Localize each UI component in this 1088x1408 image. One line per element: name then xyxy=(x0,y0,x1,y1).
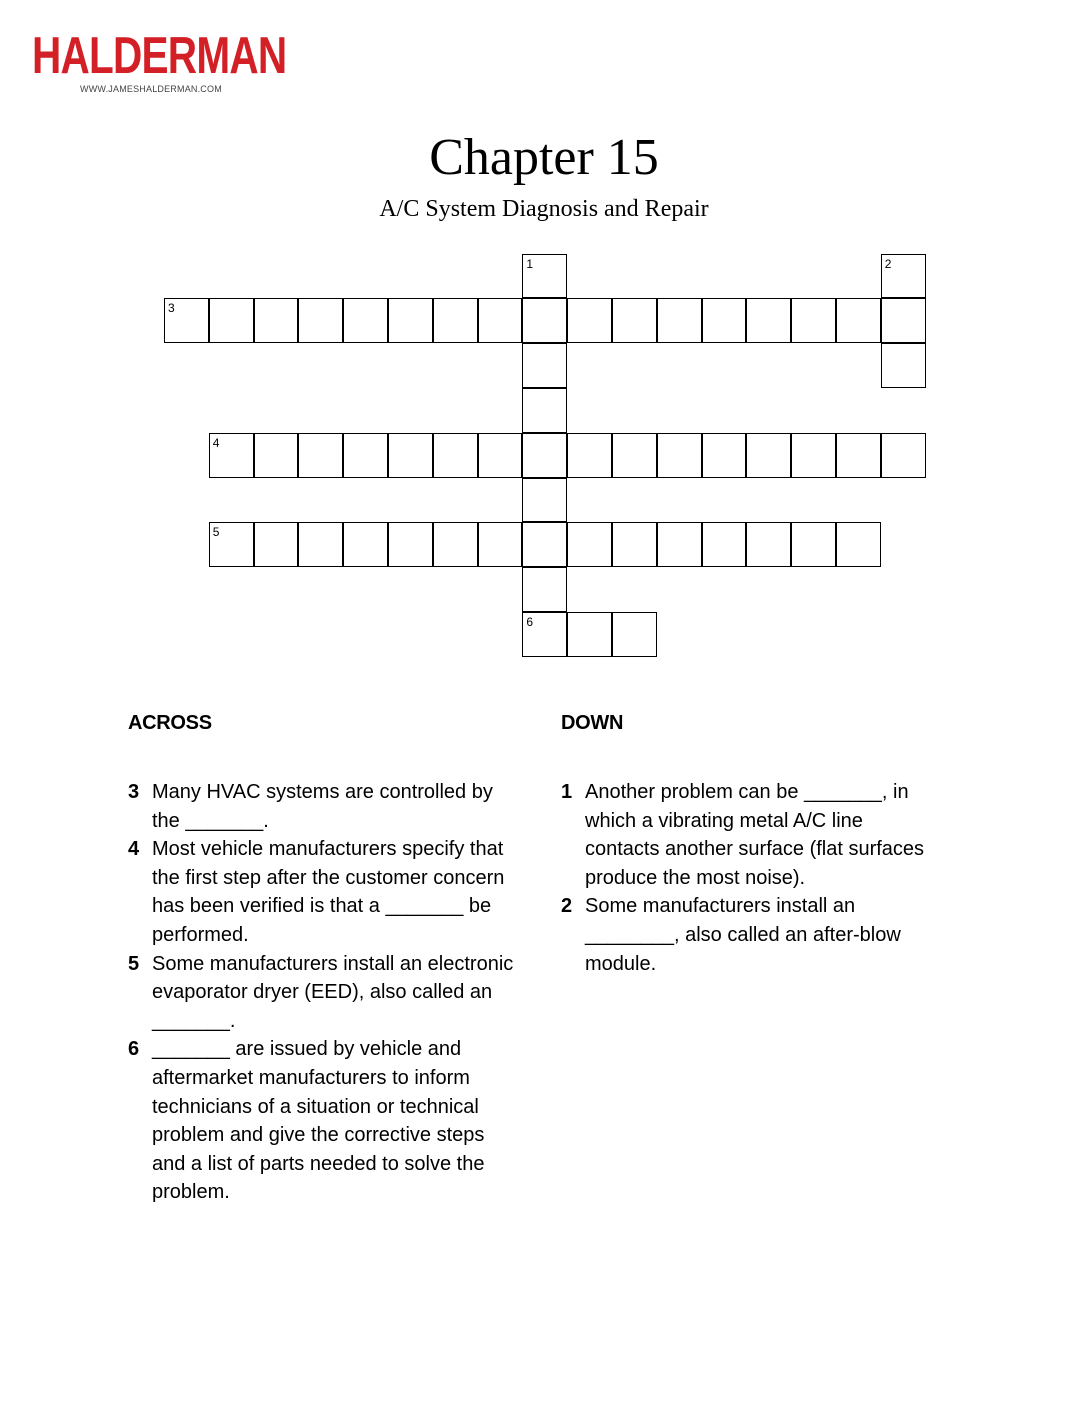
crossword-cell[interactable] xyxy=(612,298,657,343)
crossword-cell[interactable] xyxy=(881,298,926,343)
crossword-cell[interactable] xyxy=(791,433,836,478)
down-clue-list xyxy=(561,778,941,978)
clue-text: Another problem can be _______, in which a vibrating metal A/C line contacts another surface (flat surfaces produce the most noise). xyxy=(585,781,925,889)
crossword-cell[interactable] xyxy=(522,298,567,343)
crossword-cell[interactable] xyxy=(746,522,791,567)
crossword-cell[interactable] xyxy=(388,433,433,478)
crossword-cell[interactable] xyxy=(567,433,612,478)
across-clues-section xyxy=(128,710,518,1207)
crossword-cell[interactable] xyxy=(567,298,612,343)
across-clue xyxy=(128,835,518,949)
crossword-cell[interactable] xyxy=(657,433,702,478)
crossword-cell[interactable] xyxy=(254,433,299,478)
crossword-cell[interactable] xyxy=(522,254,567,299)
cell-number: 4 xyxy=(212,435,220,450)
cell-number: 2 xyxy=(884,256,892,271)
halderman-logo xyxy=(32,27,287,94)
crossword-cell[interactable] xyxy=(478,522,523,567)
crossword-cell[interactable] xyxy=(702,298,747,343)
crossword-cell[interactable] xyxy=(478,298,523,343)
crossword-cell[interactable] xyxy=(522,567,567,612)
crossword-cell[interactable] xyxy=(746,433,791,478)
crossword-cell[interactable] xyxy=(791,522,836,567)
down-clues-section xyxy=(561,710,941,978)
crossword-cell[interactable] xyxy=(567,522,612,567)
crossword-cell[interactable] xyxy=(522,612,567,657)
crossword-cell[interactable] xyxy=(522,388,567,433)
cell-number: 6 xyxy=(526,615,534,629)
crossword-cell[interactable] xyxy=(612,433,657,478)
across-clue xyxy=(128,778,518,835)
website-url: WWW.JAMESHALDERMAN.COM xyxy=(80,84,222,94)
down-clue xyxy=(561,778,941,892)
crossword-cell[interactable] xyxy=(836,433,881,478)
clue-text: Most vehicle manufacturers specify that the first step after the customer concern has been verified is that a _______ be performed. xyxy=(152,838,505,946)
down-heading: DOWN xyxy=(561,712,624,734)
clue-text: Some manufacturers install an electronic evaporator dryer (EED), also called an _______. xyxy=(152,952,514,1032)
crossword-cell[interactable] xyxy=(164,298,209,343)
clue-text: Some manufacturers install an ________, also called an after-blow module. xyxy=(585,895,901,975)
down-clue xyxy=(561,892,941,978)
crossword-cell[interactable] xyxy=(881,343,926,388)
crossword-cell[interactable] xyxy=(209,433,254,478)
across-clue-list xyxy=(128,778,518,1207)
clue-number: 4 xyxy=(128,838,140,861)
crossword-cell[interactable] xyxy=(791,298,836,343)
crossword-cell[interactable] xyxy=(343,522,388,567)
clue-number: 2 xyxy=(561,895,573,918)
page-subtitle: A/C System Diagnosis and Repair xyxy=(379,196,709,222)
crossword-cell[interactable] xyxy=(433,522,478,567)
crossword-cell[interactable] xyxy=(209,522,254,567)
crossword-cell[interactable] xyxy=(298,433,343,478)
crossword-cell[interactable] xyxy=(522,343,567,388)
crossword-cell[interactable] xyxy=(836,522,881,567)
crossword-cell[interactable] xyxy=(702,522,747,567)
clue-number: 5 xyxy=(128,952,140,975)
crossword-cell[interactable] xyxy=(657,298,702,343)
page-title: Chapter 15 xyxy=(429,129,659,186)
crossword-cell[interactable] xyxy=(612,612,657,657)
crossword-cell[interactable] xyxy=(209,298,254,343)
clue-text: Many HVAC systems are controlled by the _______. xyxy=(152,781,493,832)
crossword-cell[interactable] xyxy=(702,433,747,478)
cell-number: 1 xyxy=(526,256,534,271)
crossword-cell[interactable] xyxy=(343,298,388,343)
crossword-cell[interactable] xyxy=(522,522,567,567)
brand-name: HALDERMAN xyxy=(32,27,287,85)
crossword-cell[interactable] xyxy=(478,433,523,478)
clue-text: _______ are issued by vehicle and aftermarket manufacturers to inform technicians of a situation or technical problem and give the corrective steps and a list of parts needed to solve the problem. xyxy=(152,1038,485,1204)
crossword-cell[interactable] xyxy=(522,478,567,523)
crossword-cell[interactable] xyxy=(836,298,881,343)
crossword-cell[interactable] xyxy=(433,433,478,478)
clue-number: 3 xyxy=(128,781,140,803)
crossword-cell[interactable] xyxy=(433,298,478,343)
crossword-grid xyxy=(0,0,1088,700)
crossword-cell[interactable] xyxy=(522,433,567,478)
crossword-cell[interactable] xyxy=(298,298,343,343)
crossword-cell[interactable] xyxy=(254,522,299,567)
crossword-cell[interactable] xyxy=(746,298,791,343)
clue-number: 1 xyxy=(561,781,573,803)
clue-number: 6 xyxy=(128,1038,140,1061)
crossword-cell[interactable] xyxy=(881,254,926,299)
crossword-cell[interactable] xyxy=(343,433,388,478)
across-heading: ACROSS xyxy=(128,712,212,734)
across-clue xyxy=(128,1035,518,1207)
crossword-cell[interactable] xyxy=(298,522,343,567)
crossword-cell[interactable] xyxy=(612,522,657,567)
cell-number: 5 xyxy=(212,525,220,540)
crossword-cell[interactable] xyxy=(567,612,612,657)
crossword-cell[interactable] xyxy=(254,298,299,343)
crossword-cell[interactable] xyxy=(388,522,433,567)
cell-number: 3 xyxy=(168,301,175,316)
crossword-cell[interactable] xyxy=(881,433,926,478)
across-clue xyxy=(128,950,518,1036)
crossword-cell[interactable] xyxy=(657,522,702,567)
crossword-cell[interactable] xyxy=(388,298,433,343)
